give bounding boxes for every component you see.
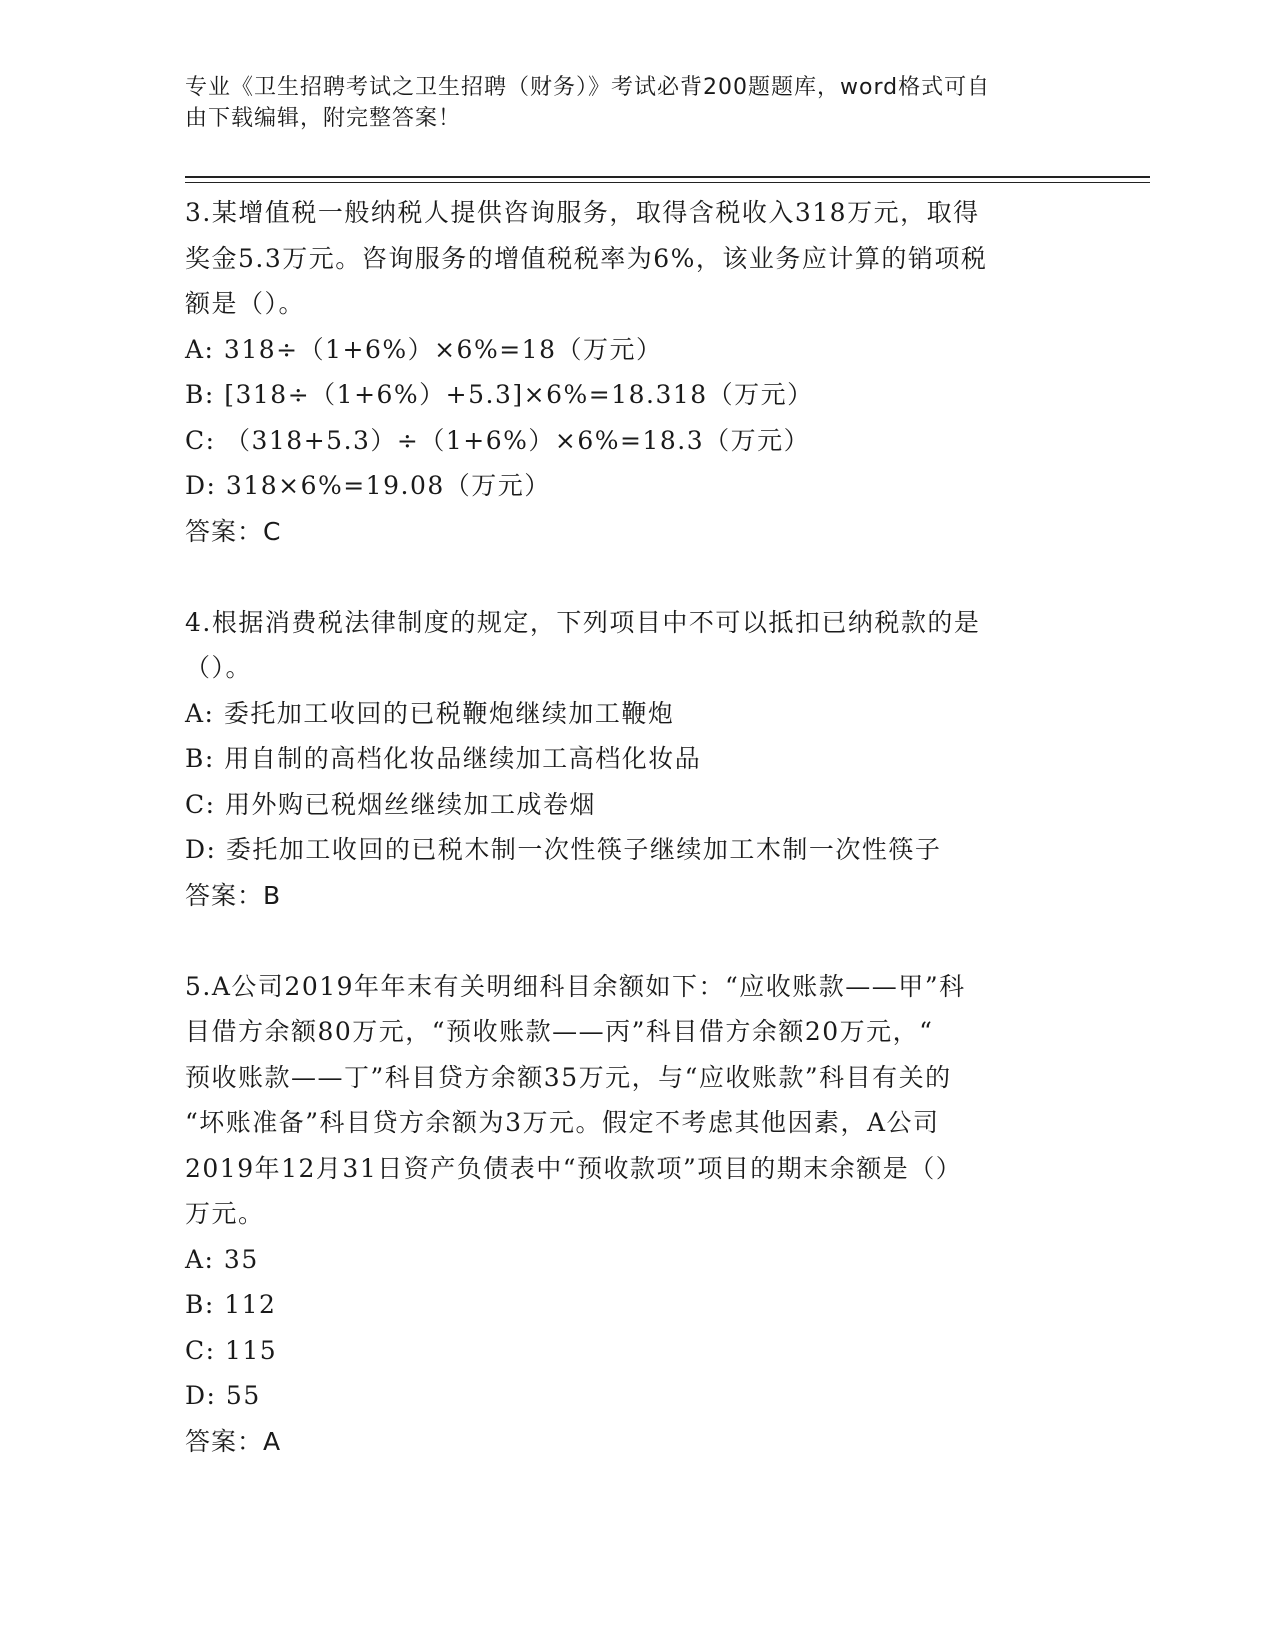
question-spacer [185, 554, 1085, 600]
stem-line: 2019年12月31日资产负债表中“预收款项”项目的期末余额是（） [185, 1153, 963, 1183]
option-c: C: 115 [185, 1335, 278, 1365]
answer-label: 答案：C [185, 516, 282, 546]
stem-line: 5.A公司2019年年末有关明细科目余额如下：“应收账款——甲”科 [185, 971, 966, 1001]
stem-line: （）。 [185, 653, 253, 682]
option-d: D: 318×6%=19.08（万元） [185, 471, 551, 500]
option-b: B: 112 [185, 1290, 277, 1319]
document-header [185, 72, 1065, 134]
option-b: B: [318÷（1+6%）+5.3]×6%=18.318（万元） [185, 380, 814, 409]
option-b: B: 用自制的高档化妆品继续加工高档化妆品 [185, 744, 702, 773]
question-3 [185, 190, 1085, 554]
option-a: A: 318÷（1+6%）×6%=18（万元） [185, 334, 663, 364]
stem-line: 奖金5.3万元。咨询服务的增值税税率为6%，该业务应计算的销项税 [185, 243, 988, 273]
stem-line: 额是（）。 [185, 289, 306, 318]
question-spacer [185, 918, 1085, 964]
question-stem [185, 964, 1085, 1237]
header-divider-thin [185, 182, 1150, 183]
stem-line: 4.根据消费税法律制度的规定，下列项目中不可以抵扣已纳税款的是 [185, 607, 981, 637]
header-line-1: 专业《卫生招聘考试之卫生招聘（财务）》考试必背200题题库，word格式可自 [185, 75, 991, 100]
stem-line: 万元。 [185, 1199, 265, 1228]
stem-line: 目借方余额80万元，“预收账款——丙”科目借方余额20万元，“ [185, 1017, 934, 1046]
option-c: C: 用外购已税烟丝继续加工成卷烟 [185, 789, 596, 819]
option-c: C: （318+5.3）÷（1+6%）×6%=18.3（万元） [185, 425, 811, 455]
question-4 [185, 600, 1085, 919]
header-divider-thick [185, 176, 1150, 178]
stem-line: 预收账款——丁”科目贷方余额35万元，与“应收账款”科目有关的 [185, 1062, 952, 1092]
option-d: D: 委托加工收回的已税木制一次性筷子继续加工木制一次性筷子 [185, 835, 942, 864]
option-a: A: 35 [185, 1244, 259, 1274]
question-stem [185, 190, 1085, 327]
option-a: A: 委托加工收回的已税鞭炮继续加工鞭炮 [185, 698, 675, 728]
answer-label: 答案：B [185, 880, 282, 910]
stem-line: “坏账准备”科目贷方余额为3万元。假定不考虑其他因素，A公司 [185, 1108, 940, 1137]
header-line-2: 由下载编辑，附完整答案！ [185, 106, 462, 131]
question-list [185, 190, 1085, 1464]
answer-label: 答案：A [185, 1426, 282, 1456]
question-5 [185, 964, 1085, 1465]
stem-line: 3.某增值税一般纳税人提供咨询服务，取得含税收入318万元，取得 [185, 198, 980, 227]
option-d: D: 55 [185, 1381, 261, 1410]
question-stem [185, 600, 1085, 691]
